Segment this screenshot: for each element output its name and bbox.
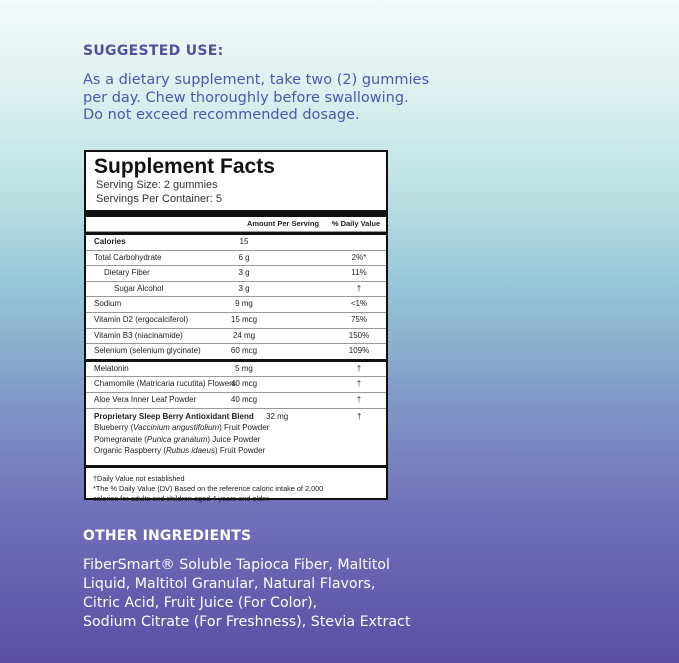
blend-title: Proprietary Sleep Berry Antioxidant Blend [94, 411, 254, 421]
suggested-use-heading: SUGGESTED USE: [83, 43, 224, 59]
facts-row-aloe-vera [86, 393, 386, 409]
nutrient-name: Selenium (selenium glycinate) [94, 346, 201, 356]
nutrient-dv: <1% [350, 299, 368, 309]
ingredients-line: Liquid, Maltitol Granular, Natural Flavors, [83, 576, 376, 592]
nutrient-amount: 15 [239, 237, 249, 246]
nutrient-name: Chamomile (Matricaria rucutita) Flowers [94, 379, 236, 389]
supplement-facts-title: Supplement Facts [94, 155, 275, 178]
ingredients-line: Sodium Citrate (For Freshness), Stevia Extract [83, 614, 411, 630]
nutrient-amount: 40 mcg [230, 379, 258, 389]
suggested-use-line: Do not exceed recommended dosage. [83, 107, 360, 123]
nutrient-name: Dietary Fiber [104, 268, 150, 278]
other-ingredients-text [83, 556, 503, 632]
nutrient-name: Vitamin B3 (niacinamide) [94, 330, 183, 340]
nutrient-dv: † [356, 283, 362, 293]
facts-row-calories [86, 235, 386, 251]
nutrient-amount: 6 g [238, 252, 250, 262]
ingredients-line: FiberSmart® Soluble Tapioca Fiber, Maltitol [83, 557, 390, 573]
nutrient-dv: 2%* [351, 252, 367, 262]
nutrient-dv: 11% [351, 268, 367, 278]
facts-row-total-carbohydrate [86, 251, 386, 267]
facts-row-sugar-alcohol [86, 282, 386, 298]
amount-header: Amount Per Serving [246, 219, 320, 228]
facts-row-chamomile [86, 377, 386, 393]
facts-row-dietary-fiber [86, 266, 386, 282]
blend-dv: † [357, 411, 362, 421]
nutrient-amount: 3 g [238, 283, 250, 293]
serving-size: Serving Size: 2 gummies [96, 179, 218, 191]
footnote: *The % Daily Value (DV) Based on the reference caloric intake of 2,000 [93, 483, 324, 493]
nutrient-name: Sugar Alcohol [114, 283, 164, 293]
nutrient-name: Sodium [94, 299, 122, 309]
supplement-facts-panel [84, 150, 388, 503]
nutrient-amount: 5 mg [235, 363, 253, 373]
facts-row-melatonin [86, 362, 386, 378]
other-ingredients-heading: OTHER INGREDIENTS [83, 528, 252, 544]
nutrient-amount: 40 mcg [230, 394, 258, 404]
blend-item: Organic Raspberry (Rubus idaeus) Fruit Powder [94, 446, 266, 456]
nutrient-dv: 150% [348, 330, 370, 340]
suggested-use-line: As a dietary supplement, take two (2) gummies [83, 72, 429, 88]
nutrient-name: Total Carbohydrate [94, 252, 162, 262]
nutrient-dv: † [356, 394, 362, 404]
facts-row-sodium [86, 297, 386, 313]
facts-row-selenium [86, 344, 386, 359]
nutrient-amount: 9 mg [235, 299, 253, 309]
dv-header: % Daily Value [331, 219, 381, 228]
facts-footnotes [93, 474, 386, 504]
nutrient-name: Vitamin D2 (ergocalciferol) [94, 314, 189, 324]
facts-divider [86, 465, 386, 468]
nutrient-amount: 15 mcg [230, 314, 258, 324]
blend-item: Blueberry (Vaccinium angustifolium) Fruit Powder [94, 423, 270, 433]
footnote: †Daily Value not established [93, 473, 185, 483]
nutrient-dv: † [356, 363, 362, 373]
nutrient-amount: 60 mcg [230, 346, 258, 356]
nutrient-amount: 3 g [238, 268, 250, 278]
proprietary-blend [86, 409, 386, 459]
facts-divider-thick [86, 210, 386, 217]
nutrient-name: Melatonin [94, 363, 129, 373]
nutrient-dv: 75% [350, 314, 367, 324]
nutrient-dv: † [356, 379, 362, 389]
suggested-use-line: per day. Chew thoroughly before swallowing. [83, 89, 409, 106]
footnote: calories for adults and children aged 4 years and older. [93, 493, 271, 503]
nutrient-amount: 24 mg [232, 330, 256, 340]
servings-per-container: Servings Per Container: 5 [96, 193, 222, 205]
nutrient-name: Aloe Vera Inner Leaf Powder [94, 394, 197, 404]
blend-amount: 32 mg [266, 411, 289, 421]
facts-header-row [86, 217, 386, 232]
nutrient-name: Calories [94, 237, 126, 246]
facts-row-vitamin-b3 [86, 329, 386, 345]
ingredients-line: Citric Acid, Fruit Juice (For Color), [83, 595, 318, 611]
suggested-use-text [83, 72, 483, 125]
facts-row-vitamin-d2 [86, 313, 386, 329]
blend-item: Pomegranate (Punica granatum) Juice Powder [94, 434, 261, 444]
nutrient-dv: 109% [348, 346, 370, 356]
